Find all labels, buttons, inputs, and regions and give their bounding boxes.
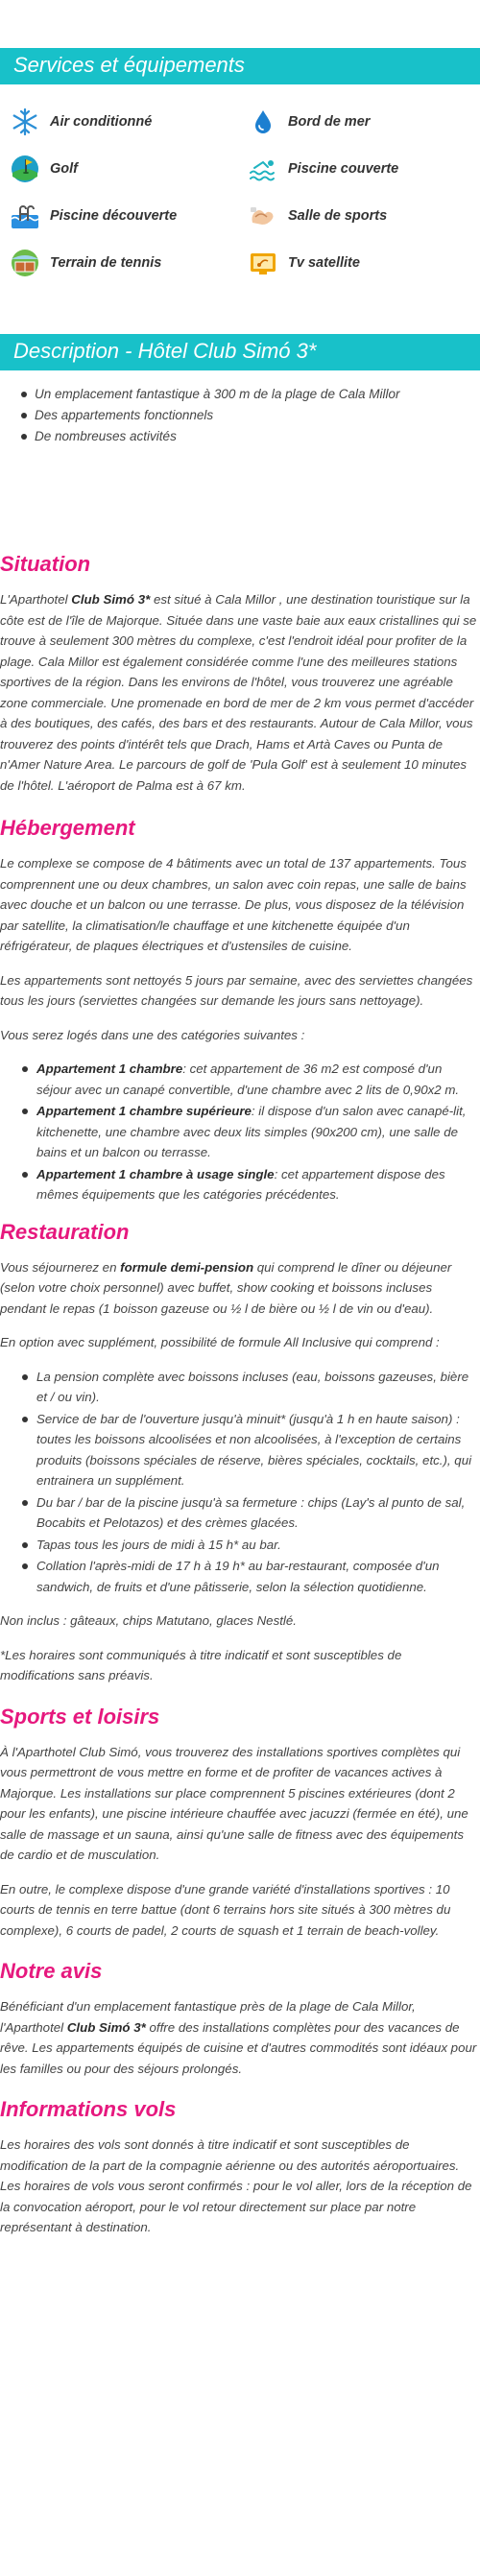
tennis-court-icon xyxy=(10,248,40,278)
pool-ladder-icon xyxy=(10,201,40,231)
avis-section xyxy=(0,1958,480,2079)
golf-icon xyxy=(10,154,40,184)
amenity-label: Terrain de tennis xyxy=(50,254,162,271)
vols-section xyxy=(0,2096,480,2238)
hebergement-section xyxy=(0,815,480,1205)
list-item: Du bar / bar de la piscine jusqu'à sa fermeture : chips (Lay's al punto de sal, Bocabits et Pelotazos) et des crèmes glacées. xyxy=(36,1492,480,1534)
amenities-grid xyxy=(0,98,480,286)
snowflake-icon xyxy=(10,107,40,137)
description-bullets xyxy=(0,370,480,447)
situation-heading: Situation xyxy=(0,552,91,576)
fitness-icon xyxy=(248,201,278,231)
restauration-text-1: Vous séjournerez en formule demi-pension qui comprend le dîner ou déjeuner (selon votre choix personnel) avec buffet, show cooking et boissons incluses pendant le repas (1 boisson gazeuse ou ½ l de bière ou ½ l de vin ou d'eau). xyxy=(0,1259,452,1316)
vols-heading: Informations vols xyxy=(0,2097,177,2121)
situation-section xyxy=(0,551,480,796)
amenity-label: Bord de mer xyxy=(288,113,371,130)
restauration-text-2: En option avec supplément, possibilité de formule All Inclusive qui comprend : xyxy=(0,1335,440,1349)
list-item: Des appartements fonctionnels xyxy=(35,405,480,426)
amenity-seaside xyxy=(240,98,480,145)
tv-icon xyxy=(248,248,278,278)
list-item: Service de bar de l'ouverture jusqu'à minuit* (jusqu'à 1 h en haute saison) : toutes les boissons alcoolisées et non alcoolisées, à l'exception de certains produits (boissons spéciales de réserve, bières spéciales, cocktails, etc.), qui entrainera un supplément. xyxy=(36,1409,480,1491)
services-title: Services et équipements xyxy=(13,53,245,77)
restauration-section xyxy=(0,1219,480,1686)
water-drop-icon xyxy=(248,107,278,137)
amenity-label: Piscine découverte xyxy=(50,207,178,224)
list-item: De nombreuses activités xyxy=(35,426,480,447)
sports-heading: Sports et loisirs xyxy=(0,1704,160,1729)
amenity-label: Piscine couverte xyxy=(288,160,399,177)
list-item: Appartement 1 chambre à usage single: cet appartement dispose des mêmes équipements que les catégories précédentes. xyxy=(36,1164,480,1205)
amenity-label: Air conditionné xyxy=(50,113,153,130)
amenity-golf xyxy=(0,145,240,192)
avis-heading: Notre avis xyxy=(0,1959,103,1983)
restauration-heading: Restauration xyxy=(0,1219,130,1244)
amenity-label: Salle de sports xyxy=(288,207,388,224)
amenity-tennis xyxy=(0,239,240,286)
list-item: La pension complète avec boissons incluses (eau, boissons gazeuses, bière et / ou vin). xyxy=(36,1367,480,1408)
avis-text: Bénéficiant d'un emplacement fantastique près de la plage de Cala Millor, l'Aparthotel Club Simó 3* offre des installations complètes pour des vacances de rêve. Les appartements équipés de cuisine et d'autres commodités sont idéaux pour les familles ou pour des séjours prolongés. xyxy=(0,1999,477,2076)
restauration-text-4: *Les horaires sont communiqués à titre indicatif et sont susceptibles de modifications sans préavis. xyxy=(0,1647,402,1682)
description-banner xyxy=(0,334,480,370)
content xyxy=(0,551,480,2238)
amenity-label: Tv satellite xyxy=(288,254,360,271)
hebergement-text-2: Les appartements sont nettoyés 5 jours par semaine, avec des serviettes changées tous les jours (serviettes changées sur demande les jours sans nettoyage). xyxy=(0,972,473,1008)
description-title: Description - Hôtel Club Simó 3* xyxy=(13,339,317,363)
restauration-text-3: Non inclus : gâteaux, chips Matutano, glaces Nestlé. xyxy=(0,1613,297,1628)
list-item: Collation l'après-midi de 17 h à 19 h* au bar-restaurant, composée d'un sandwich, de fruits et d'une pâtisserie, selon la sélection quotidienne. xyxy=(36,1556,480,1597)
amenity-satellite-tv xyxy=(240,239,480,286)
amenity-label: Golf xyxy=(50,160,78,177)
sports-section xyxy=(0,1704,480,1942)
swimmer-icon xyxy=(248,154,278,184)
vols-text-1: Les horaires des vols sont donnés à titre indicatif et sont susceptibles de modification de la part de la compagnie aérienne ou des autorités aéroportuaires. xyxy=(0,2137,460,2173)
list-item: Tapas tous les jours de midi à 15 h* au bar. xyxy=(36,1535,480,1556)
hebergement-text-1: Le complexe se compose de 4 bâtiments avec un total de 137 appartements. Tous comprennent une ou deux chambres, un salon avec coin repas, une salle de bains avec douche et un balcon ou une terrasse. De plus, vous disposez de la télévision par satellite, la climatisation/le chauffage et une kitchenette équipée d'un réfrigérateur, de plaques électriques et d'ustensiles de cuisine. xyxy=(0,856,467,953)
vols-text-2: Les horaires de vols vous seront confirmés : pour le vol aller, lors de la réception de la convocation aéroport, pour le vol retour directement sur place par notre représentant à destination. xyxy=(0,2179,472,2234)
list-item: Appartement 1 chambre: cet appartement de 36 m2 est composé d'un séjour avec un canapé convertible, d'une chambre avec 2 lits de 0,90x2 m. xyxy=(36,1059,480,1100)
amenity-outdoor-pool xyxy=(0,192,240,239)
hebergement-heading: Hébergement xyxy=(0,816,135,840)
services-banner xyxy=(0,48,480,84)
hebergement-text-3: Vous serez logés dans une des catégories suivantes : xyxy=(0,1027,305,1042)
list-item: Un emplacement fantastique à 300 m de la plage de Cala Millor xyxy=(35,384,480,405)
situation-text: L'Aparthotel Club Simó 3* est situé à Cala Millor , une destination touristique sur la côte est de l'île de Majorque. Située dans une vaste baie aux eaux cristallines qui se trouve à seulement 300 mètres du complexe, c'est l'endroit idéal pour profiter de la plage. Cala Millor est également considérée comme l'une des meilleures stations sportives de la région. Dans les environs de l'hôtel, vous trouverez une agréable zone commerciale. Une promenade en bord de mer de 2 km vous permet d'accéder à des boutiques, des cafés, des bars et des restaurants. Autour de Cala Millor, vous trouverez des points d'intérêt tels que Drach, Hams et Artà Caves ou Punta de n'Amer Nature Area. Le parcours de golf de 'Pula Golf' est à seulement 10 minutes de l'hôtel. L'aéroport de Palma est à 67 km. xyxy=(0,592,477,793)
sports-text-1: À l'Aparthotel Club Simó, vous trouverez des installations sportives complètes qui vous permettront de vous mettre en forme et de profiter de vacances actives à Majorque. Les installations sur place comprennent 5 piscines extérieures (dont 2 pour les enfants), une piscine intérieure chauffée avec jacuzzi (fermée en été), une salle de massage et un sauna, ainsi qu'une salle de fitness avec des équipements de cardio et de musculation. xyxy=(0,1744,468,1862)
room-category-list xyxy=(0,1059,480,1205)
amenity-indoor-pool xyxy=(240,145,480,192)
amenity-gym xyxy=(240,192,480,239)
all-inclusive-list xyxy=(0,1367,480,1598)
sports-text-2: En outre, le complexe dispose d'une grande variété d'installations sportives : 10 courts de tennis en terre battue (dont 6 terrains hors site situés à 300 mètres du complexe), 6 courts de padel, 2 courts de squash et 1 terrain de beach-volley. xyxy=(0,1881,451,1938)
list-item: Appartement 1 chambre supérieure: il dispose d'un salon avec canapé-lit, kitchenette, une chambre avec deux lits simples (90x200 cm), une salle de bains et un balcon ou terrasse. xyxy=(36,1101,480,1163)
amenity-air-conditioning xyxy=(0,98,240,145)
